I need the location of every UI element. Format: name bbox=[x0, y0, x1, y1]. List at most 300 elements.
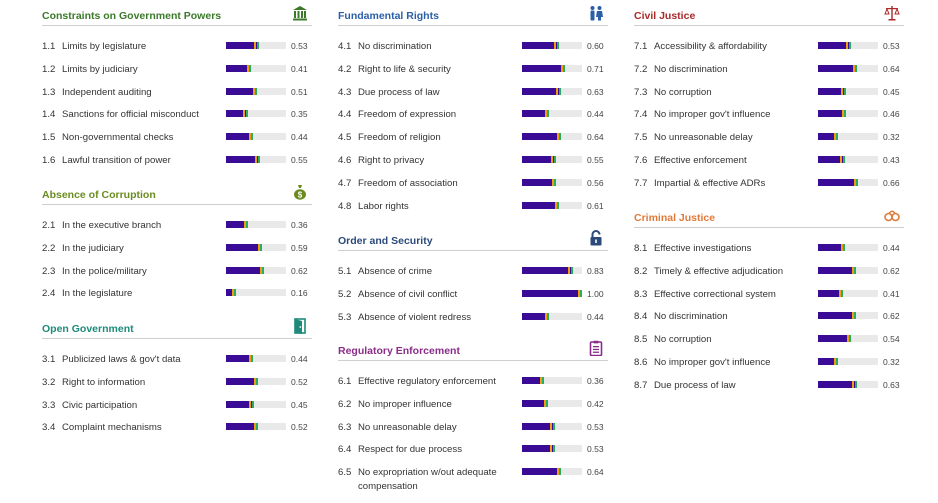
score-bar bbox=[226, 156, 259, 163]
indicator-row[interactable] bbox=[338, 370, 608, 393]
indicator-label: Effective investigations bbox=[654, 243, 752, 254]
score-bar-track bbox=[226, 110, 286, 117]
indicator-number: 8.5 bbox=[634, 334, 648, 346]
benchmark-tick bbox=[251, 133, 253, 140]
indicator-label: Limits by legislature bbox=[62, 41, 147, 52]
section-title[interactable]: Absence of Corruption bbox=[42, 189, 156, 201]
indicator-row[interactable] bbox=[634, 35, 904, 58]
score-bar-track bbox=[522, 179, 582, 186]
indicator-list bbox=[634, 35, 904, 195]
indicator-row[interactable] bbox=[338, 195, 608, 218]
indicator-row[interactable] bbox=[634, 237, 904, 260]
benchmark-tick bbox=[855, 65, 857, 72]
score-bar-track bbox=[818, 42, 878, 49]
indicator-row[interactable] bbox=[42, 394, 312, 417]
benchmark-tick bbox=[571, 267, 573, 274]
indicator-number: 6.3 bbox=[338, 421, 352, 433]
indicator-number: 2.3 bbox=[42, 265, 56, 277]
score-value: 0.43 bbox=[883, 154, 900, 165]
indicator-row[interactable] bbox=[42, 371, 312, 394]
indicator-number: 4.7 bbox=[338, 177, 352, 189]
score-value: 0.44 bbox=[587, 311, 604, 322]
score-bar bbox=[818, 42, 850, 49]
score-value: 0.32 bbox=[883, 132, 900, 143]
indicator-label: Absence of violent redress bbox=[358, 311, 472, 323]
indicator-label: Timely & effective adjudication bbox=[654, 265, 784, 277]
benchmark-tick bbox=[580, 290, 582, 297]
indicator-label: Limits by judiciary bbox=[62, 63, 138, 75]
svg-text:$: $ bbox=[297, 190, 303, 200]
benchmark-tick bbox=[844, 88, 846, 95]
benchmark-tick bbox=[844, 110, 846, 117]
score-bar bbox=[818, 267, 855, 274]
indicator-label: Due process of law bbox=[358, 86, 440, 98]
section-title[interactable]: Regulatory Enforcement bbox=[338, 345, 460, 357]
open-door-icon bbox=[292, 318, 308, 334]
indicator-label: Due process of law bbox=[654, 379, 736, 391]
benchmark-tick bbox=[559, 133, 561, 140]
indicator-label: Labor rights bbox=[358, 200, 409, 212]
indicator-label: No discrimination bbox=[654, 311, 728, 323]
indicator-row[interactable] bbox=[42, 260, 312, 283]
benchmark-tick bbox=[849, 42, 851, 49]
score-bar bbox=[522, 156, 555, 163]
indicator-row[interactable] bbox=[634, 351, 904, 374]
indicator-row[interactable] bbox=[42, 237, 312, 260]
score-value: 0.63 bbox=[883, 379, 900, 390]
indicator-label: No improper influence bbox=[358, 398, 452, 410]
section-title[interactable]: Open Government bbox=[42, 323, 134, 335]
indicator-row[interactable] bbox=[634, 58, 904, 81]
score-value: 0.41 bbox=[291, 63, 308, 74]
benchmark-tick bbox=[843, 156, 845, 163]
score-bar-track bbox=[522, 110, 582, 117]
indicator-row[interactable] bbox=[42, 103, 312, 126]
indicator-list bbox=[338, 35, 608, 217]
benchmark-tick bbox=[849, 335, 851, 342]
indicator-label: Complaint mechanisms bbox=[62, 422, 162, 434]
score-bar-track bbox=[522, 133, 582, 140]
score-bar-track bbox=[818, 88, 878, 95]
benchmark-tick bbox=[553, 445, 555, 452]
indicator-label: Accessibility & affordability bbox=[654, 41, 767, 52]
score-bar-track bbox=[818, 358, 878, 365]
section-corruption bbox=[42, 182, 312, 305]
section-constraints bbox=[42, 3, 312, 172]
score-bar-track bbox=[522, 400, 582, 407]
score-bar-track bbox=[226, 156, 286, 163]
score-bar bbox=[818, 179, 858, 186]
score-bar bbox=[226, 423, 257, 430]
benchmark-tick bbox=[257, 42, 259, 49]
benchmark-tick bbox=[553, 423, 555, 430]
indicator-row[interactable] bbox=[338, 126, 608, 149]
indicator-row[interactable] bbox=[338, 81, 608, 104]
indicator-number: 8.2 bbox=[634, 265, 648, 277]
section-open-gov bbox=[42, 316, 312, 439]
indicator-row[interactable] bbox=[634, 126, 904, 149]
benchmark-tick bbox=[843, 244, 845, 251]
indicator-number: 4.8 bbox=[338, 200, 352, 212]
indicator-label: Publicized laws & gov't data bbox=[62, 354, 181, 365]
indicator-row[interactable] bbox=[42, 214, 312, 237]
score-value: 0.59 bbox=[291, 242, 308, 253]
indicator-row[interactable] bbox=[634, 81, 904, 104]
score-bar bbox=[226, 42, 258, 49]
benchmark-tick bbox=[554, 156, 556, 163]
benchmark-tick bbox=[251, 355, 253, 362]
indicator-number: 3.1 bbox=[42, 354, 56, 365]
indicator-label: No improper gov't influence bbox=[654, 356, 771, 368]
indicator-label: In the police/military bbox=[62, 265, 147, 277]
indicator-row[interactable] bbox=[42, 35, 312, 58]
money-bag-icon bbox=[292, 184, 308, 200]
section-title[interactable]: Constraints on Government Powers bbox=[42, 10, 222, 22]
indicator-row[interactable] bbox=[338, 149, 608, 172]
indicator-label: Right to privacy bbox=[358, 154, 425, 166]
score-bar-track bbox=[226, 378, 286, 385]
score-bar-track bbox=[226, 244, 286, 251]
score-bar-track bbox=[226, 42, 286, 49]
section-header bbox=[634, 3, 904, 26]
benchmark-tick bbox=[854, 267, 856, 274]
indicator-number: 8.4 bbox=[634, 311, 648, 323]
indicator-row[interactable] bbox=[338, 416, 608, 439]
score-bar bbox=[818, 381, 856, 388]
section-criminal bbox=[634, 205, 904, 397]
score-bar bbox=[522, 179, 556, 186]
indicator-row[interactable] bbox=[42, 126, 312, 149]
section-order bbox=[338, 228, 608, 328]
score-bar-track bbox=[818, 335, 878, 342]
section-title[interactable]: Fundamental Rights bbox=[338, 10, 439, 22]
benchmark-tick bbox=[836, 133, 838, 140]
benchmark-tick bbox=[836, 358, 838, 365]
indicator-list bbox=[338, 370, 608, 491]
score-value: 0.62 bbox=[291, 265, 308, 276]
indicator-label: Effective enforcement bbox=[654, 154, 747, 166]
score-value: 0.53 bbox=[291, 41, 308, 51]
indicator-label: Right to life & security bbox=[358, 63, 451, 75]
benchmark-tick bbox=[559, 468, 561, 475]
score-value: 0.56 bbox=[587, 177, 604, 188]
score-bar-track bbox=[818, 312, 878, 319]
section-header bbox=[634, 205, 904, 228]
indicator-label: No corruption bbox=[654, 334, 712, 346]
score-value: 0.44 bbox=[291, 132, 308, 143]
indicator-label: In the legislature bbox=[62, 288, 133, 300]
indicator-number: 5.3 bbox=[338, 311, 352, 323]
indicator-number: 6.1 bbox=[338, 376, 352, 387]
benchmark-tick bbox=[260, 244, 262, 251]
indicator-label: Impartial & effective ADRs bbox=[654, 177, 766, 189]
score-bar-track bbox=[226, 423, 286, 430]
indicator-label: No unreasonable delay bbox=[654, 132, 753, 144]
score-value: 0.53 bbox=[587, 444, 604, 455]
benchmark-tick bbox=[841, 290, 843, 297]
indicator-label: No improper gov't influence bbox=[654, 109, 771, 121]
indicator-label: In the executive branch bbox=[62, 220, 162, 231]
indicator-number: 3.4 bbox=[42, 422, 56, 434]
section-civil bbox=[634, 3, 904, 195]
indicator-label: Civic participation bbox=[62, 399, 138, 411]
indicator-row[interactable] bbox=[338, 283, 608, 306]
indicator-row[interactable] bbox=[338, 35, 608, 58]
benchmark-tick bbox=[547, 110, 549, 117]
score-value: 0.42 bbox=[587, 398, 604, 409]
section-title[interactable]: Order and Security bbox=[338, 235, 433, 247]
scales-icon bbox=[884, 5, 900, 21]
indicator-number: 6.5 bbox=[338, 467, 352, 479]
score-value: 0.36 bbox=[291, 220, 308, 230]
score-bar-track bbox=[522, 423, 582, 430]
score-value: 0.45 bbox=[883, 86, 900, 97]
indicator-number: 5.2 bbox=[338, 288, 352, 300]
section-header bbox=[338, 338, 608, 361]
score-bar-track bbox=[818, 156, 878, 163]
score-bar bbox=[818, 335, 850, 342]
indicator-number: 3.2 bbox=[42, 376, 56, 388]
indicator-row[interactable] bbox=[634, 283, 904, 306]
score-value: 0.36 bbox=[587, 376, 604, 386]
benchmark-tick bbox=[234, 289, 236, 296]
indicator-row[interactable] bbox=[634, 149, 904, 172]
section-title[interactable]: Civil Justice bbox=[634, 10, 696, 22]
score-bar-track bbox=[522, 156, 582, 163]
indicator-label: Effective correctional system bbox=[654, 288, 776, 300]
indicator-number: 2.4 bbox=[42, 288, 56, 300]
benchmark-tick bbox=[559, 88, 561, 95]
score-bar-track bbox=[522, 267, 582, 274]
people-icon bbox=[588, 5, 604, 21]
benchmark-tick bbox=[246, 221, 248, 228]
score-value: 0.71 bbox=[587, 63, 604, 74]
score-value: 0.16 bbox=[291, 288, 308, 299]
indicator-row[interactable] bbox=[338, 58, 608, 81]
score-value: 0.55 bbox=[587, 154, 604, 165]
score-value: 0.44 bbox=[587, 109, 604, 120]
score-bar bbox=[522, 290, 582, 297]
benchmark-tick bbox=[547, 313, 549, 320]
score-bar-track bbox=[818, 381, 878, 388]
benchmark-tick bbox=[256, 423, 258, 430]
indicator-row[interactable] bbox=[42, 348, 312, 371]
score-bar-track bbox=[226, 133, 286, 140]
score-bar-track bbox=[226, 221, 286, 228]
score-bar-track bbox=[818, 65, 878, 72]
score-bar-track bbox=[226, 88, 286, 95]
benchmark-tick bbox=[258, 156, 260, 163]
indicator-row[interactable] bbox=[634, 103, 904, 126]
indicator-number: 1.6 bbox=[42, 154, 56, 166]
score-value: 0.66 bbox=[883, 177, 900, 188]
government-building-icon bbox=[292, 5, 308, 21]
indicator-number: 1.3 bbox=[42, 86, 56, 98]
score-bar bbox=[522, 88, 560, 95]
indicator-number: 4.1 bbox=[338, 41, 352, 52]
indicator-row[interactable] bbox=[338, 172, 608, 195]
handcuffs-icon bbox=[884, 207, 900, 223]
indicator-number: 7.3 bbox=[634, 86, 648, 98]
section-header bbox=[42, 182, 312, 205]
score-bar-track bbox=[522, 42, 582, 49]
score-value: 0.62 bbox=[883, 265, 900, 276]
section-regulatory bbox=[338, 338, 608, 491]
indicator-number: 7.2 bbox=[634, 63, 648, 75]
benchmark-tick bbox=[557, 42, 559, 49]
indicator-row[interactable] bbox=[42, 149, 312, 172]
indicator-label: Absence of civil conflict bbox=[358, 288, 458, 300]
score-bar-track bbox=[522, 88, 582, 95]
score-bar-track bbox=[818, 179, 878, 186]
indicator-list bbox=[42, 35, 312, 172]
score-value: 0.53 bbox=[883, 41, 900, 51]
score-value: 0.53 bbox=[587, 421, 604, 432]
score-value: 0.51 bbox=[291, 86, 308, 97]
benchmark-tick bbox=[563, 65, 565, 72]
indicator-number: 3.3 bbox=[42, 399, 56, 411]
indicator-row[interactable] bbox=[42, 81, 312, 104]
indicator-list bbox=[634, 237, 904, 397]
indicator-number: 8.1 bbox=[634, 243, 648, 254]
score-bar-track bbox=[226, 289, 286, 296]
score-bar bbox=[522, 65, 565, 72]
indicator-row[interactable] bbox=[338, 260, 608, 283]
score-bar bbox=[226, 378, 257, 385]
indicator-number: 4.4 bbox=[338, 109, 352, 121]
score-bar bbox=[522, 423, 554, 430]
score-value: 0.61 bbox=[587, 200, 604, 211]
score-bar-track bbox=[226, 65, 286, 72]
score-bar-track bbox=[818, 244, 878, 251]
indicator-number: 1.1 bbox=[42, 41, 56, 52]
score-value: 0.83 bbox=[587, 266, 604, 276]
indicator-row[interactable] bbox=[338, 393, 608, 416]
indicator-number: 5.1 bbox=[338, 266, 352, 277]
indicator-label: Freedom of expression bbox=[358, 109, 457, 121]
indicator-row[interactable] bbox=[634, 328, 904, 351]
score-value: 0.55 bbox=[291, 154, 308, 165]
indicator-label: Lawful transition of power bbox=[62, 154, 171, 166]
clipboard-icon bbox=[588, 340, 604, 356]
indicator-label: In the judiciary bbox=[62, 242, 124, 254]
indicator-label: Effective regulatory enforcement bbox=[358, 376, 496, 387]
score-bar-track bbox=[522, 313, 582, 320]
indicator-number: 6.2 bbox=[338, 398, 352, 410]
indicator-label: Right to information bbox=[62, 376, 146, 388]
indicator-number: 1.4 bbox=[42, 109, 56, 121]
score-bar-track bbox=[522, 445, 582, 452]
benchmark-tick bbox=[856, 179, 858, 186]
section-title[interactable]: Criminal Justice bbox=[634, 212, 716, 224]
section-fundamental bbox=[338, 3, 608, 217]
indicator-row[interactable] bbox=[634, 260, 904, 283]
score-bar-track bbox=[818, 267, 878, 274]
indicator-label: No unreasonable delay bbox=[358, 421, 457, 433]
score-bar bbox=[818, 312, 855, 319]
indicator-label: Respect for due process bbox=[358, 444, 462, 456]
padlock-icon bbox=[588, 230, 604, 246]
score-value: 0.35 bbox=[291, 109, 308, 120]
score-bar-track bbox=[818, 110, 878, 117]
benchmark-tick bbox=[252, 401, 254, 408]
score-value: 0.52 bbox=[291, 376, 308, 387]
score-bar-track bbox=[226, 355, 286, 362]
indicator-row[interactable] bbox=[42, 282, 312, 305]
score-value: 0.64 bbox=[883, 63, 900, 74]
indicator-row[interactable] bbox=[338, 438, 608, 461]
score-bar bbox=[226, 267, 263, 274]
score-bar bbox=[522, 202, 559, 209]
score-bar-track bbox=[818, 290, 878, 297]
indicator-label: Independent auditing bbox=[62, 86, 152, 98]
benchmark-tick bbox=[546, 400, 548, 407]
indicator-number: 2.2 bbox=[42, 242, 56, 254]
score-value: 0.44 bbox=[883, 243, 900, 253]
score-bar-track bbox=[226, 401, 286, 408]
indicator-label: No discrimination bbox=[654, 63, 728, 75]
score-bar-track bbox=[522, 65, 582, 72]
score-bar-track bbox=[818, 133, 878, 140]
indicator-row[interactable] bbox=[634, 172, 904, 195]
score-bar-track bbox=[226, 267, 286, 274]
indicator-label: No corruption bbox=[654, 86, 712, 98]
indicator-row[interactable] bbox=[634, 374, 904, 397]
indicator-number: 1.2 bbox=[42, 63, 56, 75]
score-bar bbox=[818, 65, 856, 72]
indicator-label: Absence of crime bbox=[358, 266, 433, 277]
section-header bbox=[42, 316, 312, 339]
indicator-number: 4.3 bbox=[338, 86, 352, 98]
indicator-row[interactable] bbox=[338, 306, 608, 329]
section-header bbox=[338, 228, 608, 251]
score-bar bbox=[226, 244, 261, 251]
indicator-list bbox=[42, 348, 312, 439]
indicator-number: 7.4 bbox=[634, 109, 648, 121]
score-value: 0.54 bbox=[883, 334, 900, 345]
indicator-number: 4.2 bbox=[338, 63, 352, 75]
indicator-label: Non-governmental checks bbox=[62, 132, 174, 144]
benchmark-tick bbox=[855, 381, 857, 388]
score-value: 1.00 bbox=[587, 288, 604, 299]
section-header bbox=[42, 3, 312, 26]
indicator-number: 7.1 bbox=[634, 41, 648, 52]
score-value: 0.32 bbox=[883, 356, 900, 367]
indicator-row[interactable] bbox=[42, 58, 312, 81]
score-value: 0.46 bbox=[883, 109, 900, 120]
section-header bbox=[338, 3, 608, 26]
indicator-row[interactable] bbox=[634, 305, 904, 328]
indicator-row[interactable] bbox=[338, 103, 608, 126]
benchmark-tick bbox=[246, 110, 248, 117]
indicator-label: No discrimination bbox=[358, 41, 432, 52]
indicator-label: Freedom of religion bbox=[358, 132, 441, 144]
benchmark-tick bbox=[557, 202, 559, 209]
benchmark-tick bbox=[256, 378, 258, 385]
indicator-row[interactable] bbox=[42, 416, 312, 439]
indicator-number: 1.5 bbox=[42, 132, 56, 144]
indicator-number: 7.5 bbox=[634, 132, 648, 144]
indicator-number: 6.4 bbox=[338, 444, 352, 456]
score-bar-track bbox=[522, 377, 582, 384]
score-bar-track bbox=[522, 290, 582, 297]
score-value: 0.52 bbox=[291, 422, 308, 433]
score-value: 0.63 bbox=[587, 86, 604, 97]
indicator-number: 4.6 bbox=[338, 154, 352, 166]
indicator-row[interactable] bbox=[338, 461, 608, 491]
indicator-list bbox=[338, 260, 608, 328]
score-value: 0.41 bbox=[883, 288, 900, 299]
